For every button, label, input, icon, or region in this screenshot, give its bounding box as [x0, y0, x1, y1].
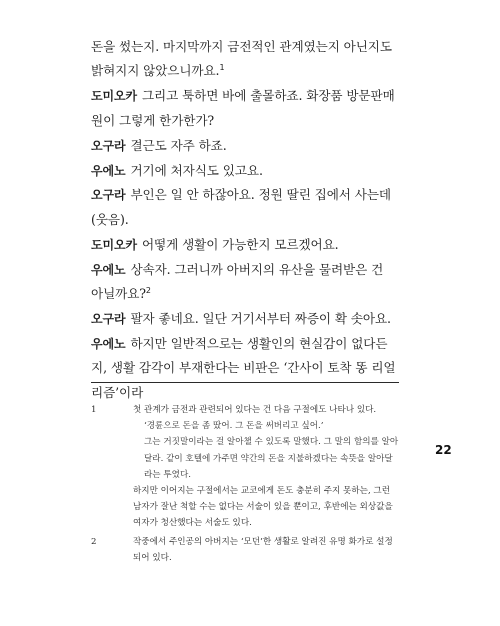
footnote-body	[133, 402, 399, 532]
footnote-text: 하지만 이어지는 구절에서는 교코에게 돈도 충분히 주지 못하는, 그런 남자가 잘난 척할 수는 없다는 서술이 있을 뿐이고, 후반에는 외상값을 여자가 청산했다는 서술도 있다.	[133, 486, 393, 529]
footnote-ref-2[interactable]: 2	[145, 286, 151, 296]
footnote-ref-1[interactable]: 1	[219, 63, 225, 73]
footnote-1	[91, 402, 399, 532]
footnote-number: 2	[91, 536, 97, 547]
dialogue-text: 결근도 자주 하죠.	[130, 137, 227, 153]
dialogue-line	[91, 183, 399, 232]
dialogue-text: 거기에 처자식도 있고요.	[130, 162, 263, 178]
dialogue-text: 부인은 일 안 하잖아요. 정원 딸린 집에서 사는데(웃음).	[91, 187, 391, 227]
speaker-name: 도미오카	[91, 89, 137, 104]
page-number: 22	[435, 443, 452, 457]
dialogue-line	[91, 84, 399, 133]
dialogue-line	[91, 258, 399, 307]
footnote-divider	[91, 382, 399, 383]
dialogue-text: 하지만 일반적으로는 생활인의 현실감이 없다든지, 생활 감각이 부재한다는 비판은 ‘간사이 토착 똥 리얼리즘’이라	[91, 335, 396, 400]
main-text	[91, 35, 399, 406]
speaker-name: 우에노	[91, 262, 126, 277]
dialogue-text: 상속자. 그러니까 아버지의 유산을 물려받은 건 아닐까요?	[91, 261, 384, 302]
footnote-quote: ‘경륜으로 돈을 좀 땄어. 그 돈을 써버리고 싶어.’	[144, 421, 324, 432]
paragraph	[91, 35, 399, 84]
dialogue-line	[91, 159, 399, 183]
speaker-name: 오구라	[91, 311, 126, 326]
dialogue-text: 그리고 툭하면 바에 출몰하죠. 화장품 방문판매원이 그렇게 한가한가?	[91, 88, 395, 128]
dialogue-line	[91, 233, 399, 257]
footnote-quote: 그는 거짓말이라는 걸 알아챌 수 있도록 말했다. 그 말의 함의를 알아달라. 같이 호텔에 가주면 약간의 돈을 지불하겠다는 속뜻을 알아달라는 투였다.	[144, 437, 399, 480]
dialogue-line	[91, 134, 399, 158]
dialogue-text: 어떻게 생활이 가능한지 모르겠어요.	[141, 236, 339, 252]
speaker-name: 우에노	[91, 336, 126, 351]
dialogue-text: 팔자 좋네요. 일단 거기서부터 짜증이 확 솟아요.	[130, 310, 391, 326]
footnote-text: 첫 관계가 금전과 관련되어 있다는 건 다음 구절에도 나타나 있다.	[133, 405, 377, 415]
speaker-name: 오구라	[91, 188, 126, 203]
speaker-name: 도미오카	[91, 237, 137, 252]
footnote-body: 작중에서 주인공의 아버지는 ‘모던’한 생활로 알려진 유명 화가로 설정되어 있다.	[133, 536, 393, 563]
footnote-number: 1	[91, 405, 97, 415]
dialogue-line	[91, 307, 399, 331]
footnote-2	[91, 534, 399, 566]
paragraph-text: 돈을 썼는지. 마지막까지 금전적인 관계였는지 아닌지도 밝혀지지 않았으니까요.	[91, 39, 392, 79]
footnotes	[91, 402, 399, 568]
dialogue-line	[91, 332, 399, 405]
speaker-name: 우에노	[91, 163, 126, 178]
speaker-name: 오구라	[91, 138, 126, 153]
